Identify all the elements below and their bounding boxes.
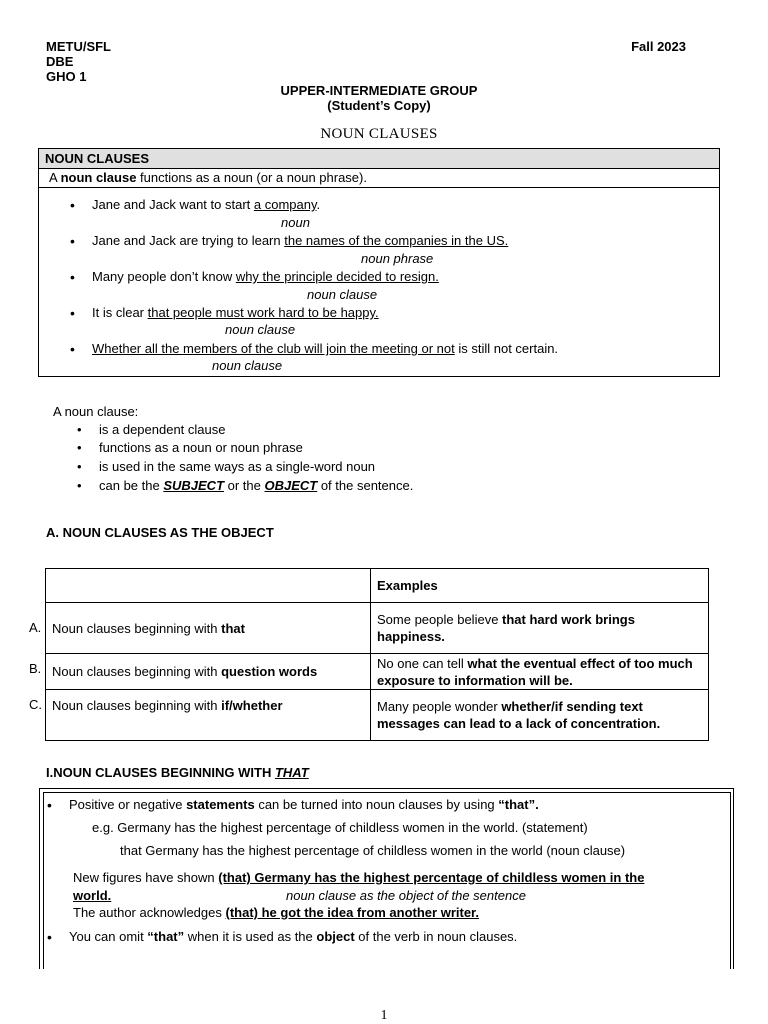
new-figures-label: noun clause as the object of the sentence	[286, 888, 526, 903]
ex2-pre: Jane and Jack are trying to learn	[92, 233, 285, 248]
copy-label: (Student’s Copy)	[327, 98, 431, 113]
table-cell-example	[371, 654, 709, 690]
that-bullet-2	[69, 929, 517, 944]
header-line-2: DBE	[46, 54, 74, 69]
example-1	[92, 197, 320, 212]
table-row	[46, 603, 709, 654]
ex2-ul: the names of the companies in the US.	[284, 233, 509, 248]
page-number: 1	[380, 1008, 388, 1023]
table-row	[46, 690, 709, 741]
nf-ul1: (that) Germany has the highest percentage of childless women in the	[218, 870, 645, 885]
ex3-pre: Many people don’t know	[92, 269, 236, 284]
last-pre: can be the	[99, 478, 164, 493]
row-label-a: A.	[29, 620, 42, 635]
b2-post: of the verb in noun clauses.	[354, 929, 518, 944]
b1-that: “that”.	[498, 797, 539, 812]
box-definition	[39, 169, 719, 188]
example-noun-clause: that Germany has the highest percentage of childless women in the world (noun clause)	[120, 843, 626, 858]
example-statement: e.g. Germany has the highest percentage of childless women in the world. (statement)	[92, 820, 588, 835]
ex-pre: Many people wonder	[377, 699, 502, 714]
table-cell-type	[46, 690, 371, 741]
type-bold: if/whether	[221, 698, 283, 713]
ex-bold: that hard work brings happiness.	[377, 612, 635, 644]
header-line-1: METU/SFL	[46, 39, 111, 54]
table-cell-type	[46, 654, 371, 690]
nf-ul2: world.	[73, 888, 112, 903]
row-label-c: C.	[29, 697, 42, 712]
ex4-pre: It is clear	[92, 305, 148, 320]
last-post: of the sentence.	[317, 478, 414, 493]
b1-mid: can be turned into noun clauses by using	[254, 797, 499, 812]
group-title: UPPER-INTERMEDIATE GROUP	[280, 83, 478, 98]
page-title: NOUN CLAUSES	[320, 126, 438, 142]
b1-bold: statements	[186, 797, 255, 812]
ex-pre: No one can tell	[377, 655, 468, 671]
example-1-label: noun	[281, 215, 310, 230]
ex1-ul: a company	[253, 197, 317, 212]
definition-intro: A noun clause:	[53, 404, 139, 419]
ex4-ul: that people must work hard to be happy.	[147, 305, 379, 320]
last-mid: or the	[224, 478, 265, 493]
nf-pre: New figures have shown	[73, 870, 219, 885]
definition-item-last	[99, 478, 413, 493]
that-bullet-1	[69, 797, 539, 812]
table-cell-example	[371, 690, 709, 741]
section-a-heading: A. NOUN CLAUSES AS THE OBJECT	[46, 525, 274, 540]
au-ul: (that) he got the idea from another writer.	[225, 905, 480, 920]
ex5-ul: Whether all the members of the club will join the meeting or not	[92, 341, 455, 356]
type-pre: Noun clauses beginning with	[52, 664, 222, 679]
ex5-post: is still not certain.	[454, 341, 559, 356]
example-2-label: noun phrase	[361, 251, 434, 266]
ex1-pre: Jane and Jack want to start	[92, 197, 254, 212]
example-5-label: noun clause	[212, 358, 283, 373]
b1-pre: Positive or negative	[69, 797, 187, 812]
example-5	[92, 341, 558, 356]
subject-term: SUBJECT	[163, 478, 225, 493]
definition-item: • functions as a noun or noun phrase	[99, 440, 303, 455]
ex-bold: whether/if sending text messages can lead to a lack of concentration.	[377, 699, 661, 731]
definition-item: • is a dependent clause	[99, 422, 225, 437]
type-bold: that	[221, 620, 245, 636]
author-line	[73, 905, 479, 920]
example-4	[92, 305, 379, 320]
header-line-3: GHO 1	[46, 69, 87, 84]
section-i-that: THAT	[274, 765, 309, 780]
b2-object: object	[316, 929, 355, 944]
b2-mid: when it is used as the	[184, 929, 317, 944]
b2-that: “that”	[147, 929, 185, 944]
table-cell-type	[46, 603, 371, 654]
table-cell-example	[371, 603, 709, 654]
box-heading: NOUN CLAUSES	[39, 149, 719, 169]
section-i-pre: I.NOUN CLAUSES BEGINNING WITH	[46, 765, 275, 780]
ex-pre: Some people believe	[377, 612, 503, 627]
table-header-row	[46, 569, 709, 603]
object-term: OBJECT	[264, 478, 318, 493]
type-pre: Noun clauses beginning with	[52, 698, 222, 713]
ex3-ul: why the principle decided to resign.	[235, 269, 439, 284]
def-pre: A	[49, 170, 61, 185]
type-pre: Noun clauses beginning with	[52, 620, 222, 636]
example-2	[92, 233, 508, 248]
example-3	[92, 269, 439, 284]
table-header-examples: Examples	[371, 569, 709, 603]
definition-item: • is used in the same ways as a single-word noun	[99, 459, 375, 474]
ex-bold: what the eventual effect of too much exposure to information will be.	[377, 655, 693, 688]
new-figures-line-2	[73, 888, 111, 903]
def-term: noun clause	[60, 170, 137, 185]
ex1-post: .	[316, 197, 321, 212]
b2-pre: You can omit	[69, 929, 148, 944]
def-post: functions as a noun (or a noun phrase).	[136, 170, 367, 185]
header-institution	[46, 39, 111, 84]
au-pre: The author acknowledges	[73, 905, 226, 920]
new-figures-line	[73, 870, 644, 885]
comparison-table	[45, 568, 709, 741]
table-header-empty	[46, 569, 371, 603]
table-row	[46, 654, 709, 690]
row-label-b: B.	[29, 661, 42, 676]
type-bold: question words	[221, 664, 318, 679]
example-4-label: noun clause	[225, 322, 296, 337]
example-3-label: noun clause	[307, 287, 378, 302]
section-i-heading	[46, 765, 309, 780]
header-term: Fall 2023	[631, 39, 686, 54]
